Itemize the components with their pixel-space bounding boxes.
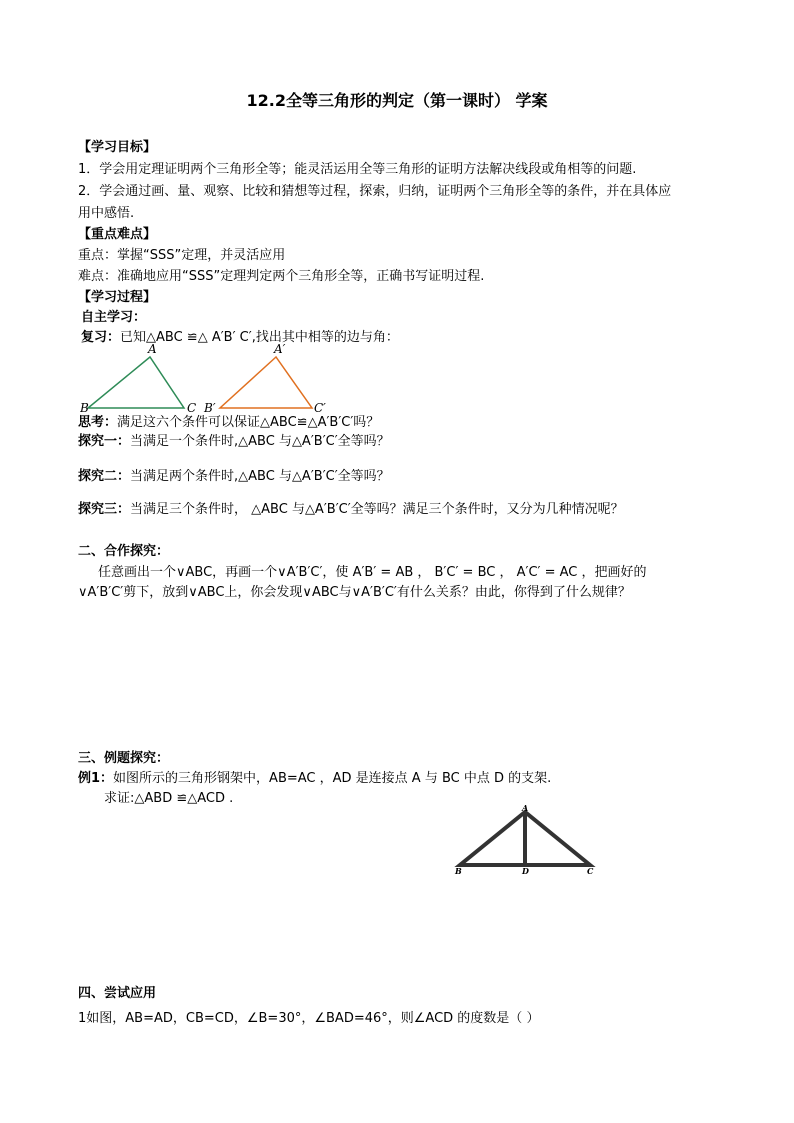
process-heading: 【学习过程】	[78, 290, 157, 305]
explore2-line	[78, 468, 390, 486]
example-line	[78, 770, 551, 788]
label-d-frame: D	[522, 866, 529, 876]
explore1-line	[78, 433, 390, 451]
triangle-abc	[88, 357, 184, 408]
goal-item-1: 1．学会用定理证明两个三角形全等；能灵活运用全等三角形的证明方法解决线段或角相等的问题.	[78, 162, 637, 177]
label-c: C	[187, 401, 197, 415]
think-text: 满足这六个条件可以保证△ABC≌△A′B′C′吗？	[117, 415, 380, 430]
apply-q1: 1如图，AB=AD，CB=CD，∠B=30°，∠BAD=46°，则∠ACD 的度数是（ ）	[78, 1011, 540, 1026]
explore3-text: 当满足三个条件时， △ABC 与△A′B′C′全等吗？满足三个条件时，又分为几种情况呢？	[130, 502, 624, 517]
explore1-label: 探究一：	[78, 434, 131, 449]
think-line	[78, 414, 379, 432]
example-text: 如图所示的三角形钢架中，AB=AC ，AD 是连接点 A 与 BC 中点 D 的支架.	[113, 771, 552, 786]
label-b: B	[80, 401, 89, 415]
think-label: 思考：	[78, 415, 118, 430]
key-heading: 【重点难点】	[78, 227, 157, 242]
explore2-text: 当满足两个条件时,△ABC 与△A′B′C′全等吗？	[130, 469, 390, 484]
key-focus: 重点：掌握“SSS”定理，并灵活应用	[78, 248, 286, 263]
steel-frame-figure	[450, 800, 600, 880]
explore3-label: 探究三：	[78, 502, 131, 517]
label-c-frame: C	[587, 866, 594, 876]
congruent-triangles-figure	[80, 340, 340, 418]
label-a: A	[148, 342, 157, 356]
label-a-frame: A	[522, 803, 529, 813]
triangle-a1b1c1	[220, 357, 312, 408]
goal-item-3: 用中感悟.	[78, 206, 135, 221]
label-c1: C′	[314, 401, 326, 415]
explore3-line	[78, 501, 624, 519]
coop-line-2: ∨A′B′C′剪下，放到∨ABC上，你会发现∨ABC与∨A′B′C′有什么关系？由此，你得到了什么规律？	[78, 585, 631, 600]
label-a1: A′	[274, 342, 286, 356]
coop-heading: 二、合作探究：	[78, 544, 170, 559]
review-label: 复习：	[81, 330, 121, 345]
review-text: 已知△ABC ≌△ A′B′ C′,找出其中相等的边与角：	[120, 330, 399, 345]
explore1-text: 当满足一个条件时,△ABC 与△A′B′C′全等吗？	[130, 434, 390, 449]
example-heading: 三、例题探究：	[78, 751, 170, 766]
label-b-frame: B	[455, 866, 462, 876]
coop-line-1: 任意画出一个∨ABC，再画一个∨A′B′C′，使 A′B′ = AB ， B′C′ = BC ， A′C′ = AC ，把画好的	[98, 565, 647, 580]
page-title: 12.2全等三角形的判定（第一课时） 学案	[246, 91, 548, 110]
key-difficulty: 难点：准确地应用“SSS”定理判定两个三角形全等，正确书写证明过程.	[78, 269, 485, 284]
self-study-label: 自主学习：	[81, 310, 147, 325]
example-prove: 求证:△ABD ≌△ACD .	[104, 791, 234, 806]
goals-heading: 【学习目标】	[78, 140, 157, 155]
explore2-label: 探究二：	[78, 469, 131, 484]
apply-heading: 四、尝试应用	[78, 986, 157, 1001]
example-label: 例1：	[78, 771, 114, 786]
goal-item-2: 2．学会通过画、量、观察、比较和猜想等过程，探索，归纳，证明两个三角形全等的条件，并在具体应	[78, 184, 672, 199]
label-b1: B′	[204, 401, 216, 415]
